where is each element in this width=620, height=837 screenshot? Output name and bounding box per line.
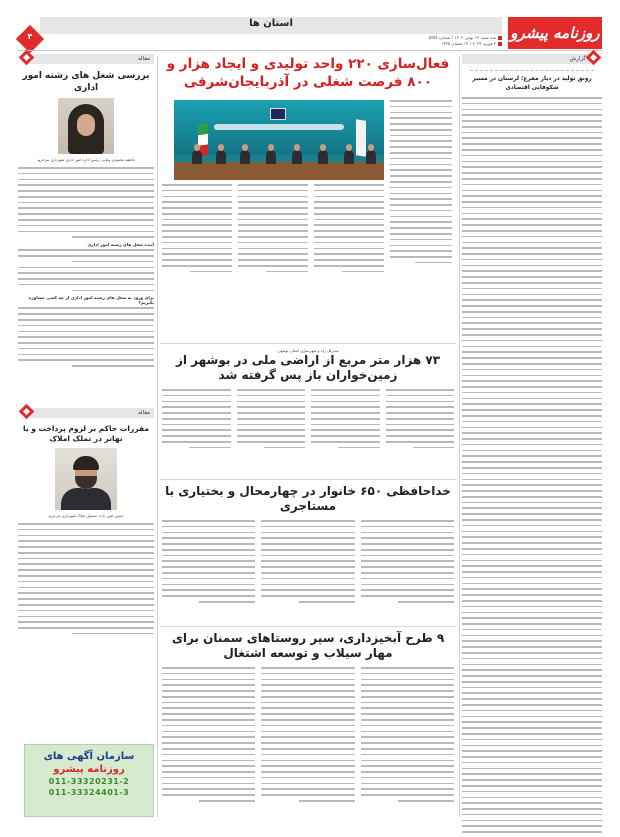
advertisement-box[interactable]: [24, 744, 154, 817]
kicker-diamond-icon: [19, 404, 35, 420]
kicker-diamond-icon: [586, 50, 602, 66]
article-title[interactable]: مقررات حاکم بر لزوم پرداخت و یا تهاتر در تملک املاک: [23, 424, 149, 443]
article-kicker: [30, 54, 154, 64]
lead-body: [160, 184, 386, 277]
photo-caption: حسین امین زاده، مسئول املاک شهرداری سرخرود: [48, 514, 124, 518]
story-headline[interactable]: خداحافظی ۶۵۰ خانوار در چهارمحال و بختیاری با مستاجری: [165, 484, 451, 513]
story-headline[interactable]: ۷۳ هزار متر مربع از اراضی ملی در بوشهر از زمین‌خواران باز پس گرفته شد: [175, 353, 441, 382]
story-chaharmahal: [160, 479, 456, 607]
story-body: [160, 520, 456, 607]
ad-phone[interactable]: 011-33324401-3: [48, 788, 130, 797]
right-column: [462, 54, 602, 837]
report-body: [462, 97, 602, 837]
event-logo-icon: [270, 108, 286, 120]
article-title[interactable]: بررسی شغل های رشته امور اداری: [22, 71, 150, 93]
page-header: [18, 17, 602, 50]
story-body: [160, 389, 456, 453]
photo-caption: عاطفه محمودی وهابی، رئیس اداره امور اداری شهرداری سرخرود: [36, 158, 136, 162]
newspaper-logo[interactable]: روزنامه پیشرو: [508, 17, 602, 49]
story-bushehr: [160, 343, 456, 453]
report-kicker: [462, 54, 590, 64]
middle-column: [160, 54, 456, 837]
lead-photo: [174, 100, 384, 180]
column-divider: [157, 56, 158, 817]
kicker-label: مقاله: [137, 56, 150, 62]
ad-title: سازمان آگهی های: [43, 751, 135, 762]
article-subhead: برای ورود به شغل های رشته امور اداری از چه کسی مشاوره بگیریم؟: [28, 295, 154, 306]
story-body: [160, 667, 456, 806]
column-divider: [459, 56, 460, 817]
bullet-square-icon: [498, 42, 502, 46]
bullet-square-icon: [498, 36, 502, 40]
kicker-label: گزارش: [569, 56, 586, 62]
author-photo: [58, 98, 114, 154]
report-title[interactable]: رونق تولید در دیار مفرغ؛ لرستان در مسیر شکوفایی اقتصادی: [472, 76, 592, 91]
ad-phone[interactable]: 011-33320231-2: [48, 777, 130, 786]
lead-headline[interactable]: فعال‌سازی ۲۲۰ واحد تولیدی و ایجاد هزار و ۸۰۰ فرصت شغلی در آذربایجان‌شرقی: [166, 56, 450, 90]
lead-body-side: [390, 100, 452, 268]
story-kicker: مدیرکل راه و شهرسازی استان بوشهر:: [277, 348, 339, 353]
article-body: [18, 167, 154, 367]
article-kicker: [30, 408, 154, 418]
left-column: [18, 54, 154, 837]
issue-date: سه شنبه ۱۴ بهمن ۱۴۰۲ / شماره ۵۷۵۴: [428, 35, 496, 40]
author-photo: [55, 448, 117, 510]
story-semnan: [160, 626, 456, 806]
section-title: استان ها: [249, 18, 293, 29]
issue-info: [429, 35, 502, 47]
divider: [470, 70, 594, 71]
ad-subtitle: روزنامه پیشرو: [53, 764, 125, 775]
article-body: [18, 523, 154, 634]
section-band: [40, 17, 502, 34]
page-number: ۴: [27, 32, 33, 41]
header-divider: [18, 50, 602, 51]
kicker-diamond-icon: [19, 50, 35, 66]
article-2: [18, 408, 154, 639]
story-headline[interactable]: ۹ طرح آبخیزداری، سپر روستاهای سمنان برای مهار سیلاب و توسعه اشتغال: [171, 631, 445, 660]
issue-date-alt: ۳ فوریه ۲۰۲۴ / ۱۴ شعبان ۱۴۴۵: [441, 41, 496, 46]
article-subhead: آینده شغل های رشته امور اداری: [87, 242, 154, 248]
kicker-label: مقاله: [137, 410, 150, 416]
